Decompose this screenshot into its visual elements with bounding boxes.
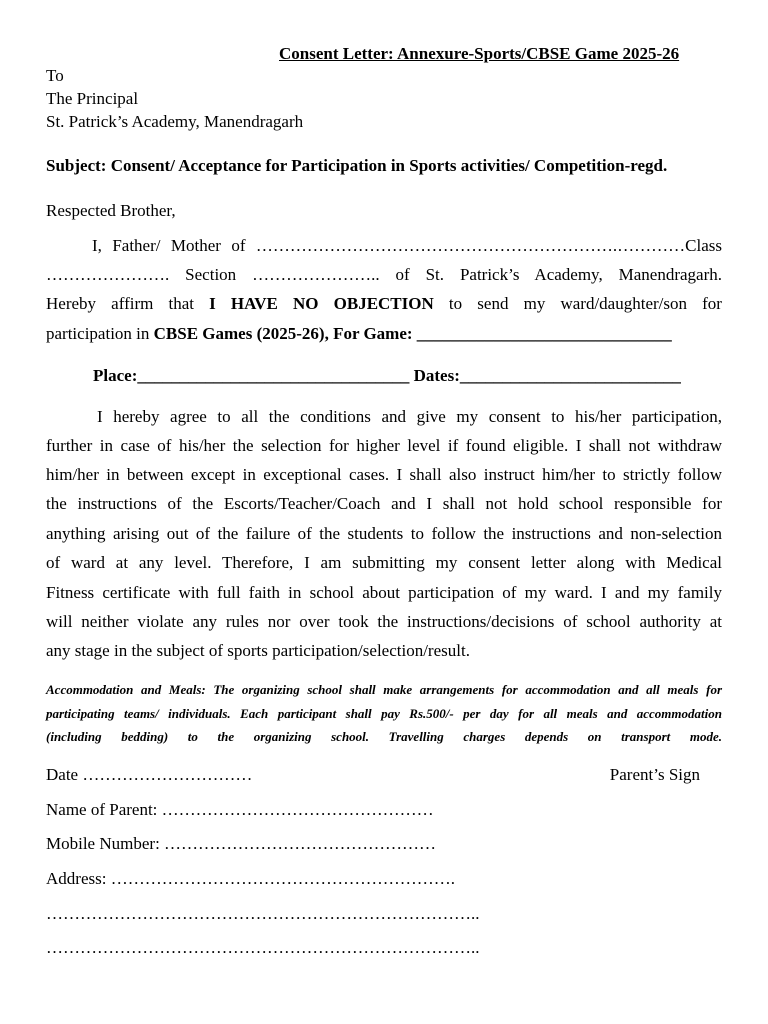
consent-line-4-a: participation in bbox=[46, 324, 154, 343]
agreement-line-1: I hereby agree to all the conditions and give my consent to his/her participation, bbox=[97, 407, 722, 426]
no-objection-text: I HAVE NO OBJECTION bbox=[209, 294, 434, 313]
game-field: CBSE Games (2025-26), For Game: ______________________________ bbox=[153, 324, 672, 343]
agreement-line-6: of ward at any level. Therefore, I am submitting my consent letter along with Medical bbox=[46, 553, 722, 572]
subject-line: Subject: Consent/ Acceptance for Participation in Sports activities/ Competition-regd. bbox=[46, 156, 668, 175]
consent-line-4 bbox=[46, 324, 672, 344]
document-title: Consent Letter: Annexure-Sports/CBSE Game 2025-26 bbox=[279, 44, 680, 63]
consent-line-3 bbox=[46, 294, 722, 314]
agreement-line-4: the instructions of the Escorts/Teacher/Coach and I shall not hold school responsible for bbox=[46, 494, 722, 513]
address-field-line-3: ………………………………………………………………….. bbox=[46, 938, 480, 957]
consent-line-3-a: Hereby affirm that bbox=[46, 294, 210, 313]
consent-line-2: …………………. Section ………………….. of St. Patrick’s Academy, Manendragarh. bbox=[46, 265, 722, 284]
accommodation-note-line-3: (including bedding) to the organizing school. Travelling charges depends on transport mode. bbox=[46, 729, 722, 744]
agreement-line-3: him/her in between except in exceptional cases. I shall also instruct him/her to strictly follow bbox=[46, 465, 722, 484]
agreement-line-8: will neither violate any rules nor over took the instructions/decisions of school authority at bbox=[46, 612, 722, 631]
agreement-line-5: anything arising out of the failure of the students to follow the instructions and non-selection bbox=[46, 524, 722, 543]
date-field: Date ………………………… bbox=[46, 765, 253, 784]
address-field: Address: ……………………………………………………. bbox=[46, 869, 455, 888]
address-recipient: The Principal bbox=[46, 89, 139, 108]
agreement-line-7: Fitness certificate with full faith in school about participation of my ward. I and my family bbox=[46, 583, 722, 602]
address-school: St. Patrick’s Academy, Manendragarh bbox=[46, 112, 304, 131]
agreement-line-2: further in case of his/her the selection for higher level if found eligible. I shall not withdraw bbox=[46, 436, 722, 455]
parent-sign-label: Parent’s Sign bbox=[609, 765, 700, 784]
accommodation-note-line-2: participating teams/ individuals. Each participant shall pay Rs.500/- per day for all meals and accommodation bbox=[46, 706, 722, 721]
parent-name-field: Name of Parent: ………………………………………… bbox=[46, 800, 434, 819]
greeting: Respected Brother, bbox=[46, 201, 176, 220]
consent-line-3-b: to send my ward/daughter/son for bbox=[433, 294, 722, 313]
place-dates-fields: Place:________________________________ Dates:__________________________ bbox=[93, 366, 681, 385]
mobile-number-field: Mobile Number: ………………………………………… bbox=[46, 834, 437, 853]
address-to: To bbox=[46, 66, 64, 85]
address-field-line-2: ………………………………………………………………….. bbox=[46, 904, 480, 923]
consent-line-1: I, Father/ Mother of ……………………………………………………….…………Class bbox=[92, 236, 722, 255]
agreement-line-9: any stage in the subject of sports participation/selection/result. bbox=[46, 641, 470, 660]
accommodation-note-line-1: Accommodation and Meals: The organizing school shall make arrangements for accommodation and all meals for bbox=[46, 682, 722, 697]
